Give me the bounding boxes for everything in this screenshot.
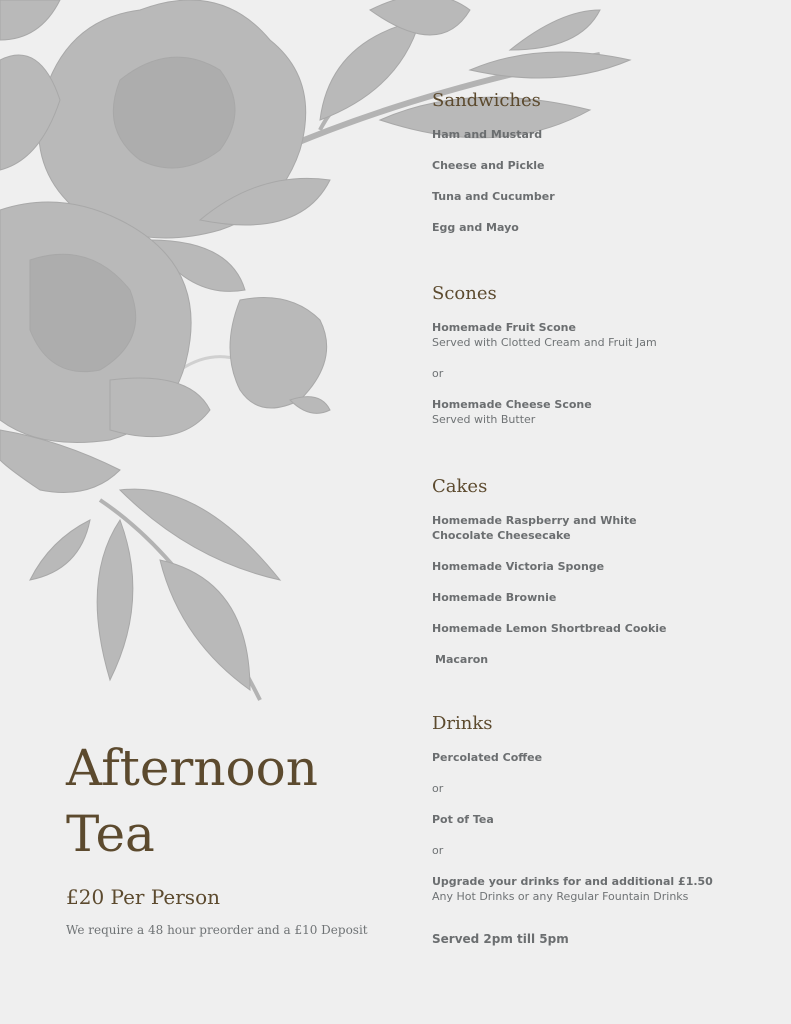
item-description: Served with Clotted Cream and Fruit Jam — [432, 336, 657, 349]
menu-item: Homemade Victoria Sponge — [432, 560, 605, 573]
menu-item — [432, 874, 732, 904]
menu-item: Ham and Mustard — [432, 128, 543, 141]
menu-item: Macaron — [435, 653, 489, 666]
title-line-1: Afternoon — [66, 739, 318, 797]
menu-item — [432, 397, 732, 427]
item-description: Served with Butter — [432, 413, 536, 426]
preorder-note: We require a 48 hour preorder and a £10 Deposit — [66, 923, 368, 937]
menu-item: Cheese and Pickle — [432, 159, 545, 172]
or-separator: or — [432, 782, 444, 795]
price: £20 Per Person — [66, 885, 220, 909]
or-separator: or — [432, 844, 444, 857]
menu-item: Percolated Coffee — [432, 751, 543, 764]
menu-item: Homemade Brownie — [432, 591, 557, 604]
page-title — [66, 735, 406, 867]
cakes-section — [432, 476, 732, 683]
title-line-2: Tea — [66, 805, 155, 863]
menu-item: Homemade Lemon Shortbread Cookie — [432, 622, 667, 635]
item-name: Homemade Fruit Scone — [432, 321, 576, 334]
menu-item: Egg and Mayo — [432, 221, 519, 234]
menu-item — [432, 320, 732, 350]
sandwiches-section — [432, 90, 732, 251]
serving-times: Served 2pm till 5pm — [432, 932, 569, 946]
sandwiches-heading: Sandwiches — [432, 90, 541, 111]
scones-section — [432, 283, 732, 443]
menu-item: Pot of Tea — [432, 813, 494, 826]
item-name: Homemade Cheese Scone — [432, 398, 592, 411]
menu-item: Tuna and Cucumber — [432, 190, 555, 203]
or-separator: or — [432, 367, 444, 380]
item-description: Any Hot Drinks or any Regular Fountain Drinks — [432, 890, 689, 903]
cakes-heading: Cakes — [432, 476, 488, 497]
drinks-section — [432, 713, 732, 963]
drinks-heading: Drinks — [432, 713, 493, 734]
item-name: Upgrade your drinks for and additional £1.50 — [432, 875, 713, 888]
scones-heading: Scones — [432, 283, 497, 304]
title-block — [66, 735, 406, 937]
menu-item: Homemade Raspberry and White Chocolate Cheesecake — [432, 514, 637, 542]
